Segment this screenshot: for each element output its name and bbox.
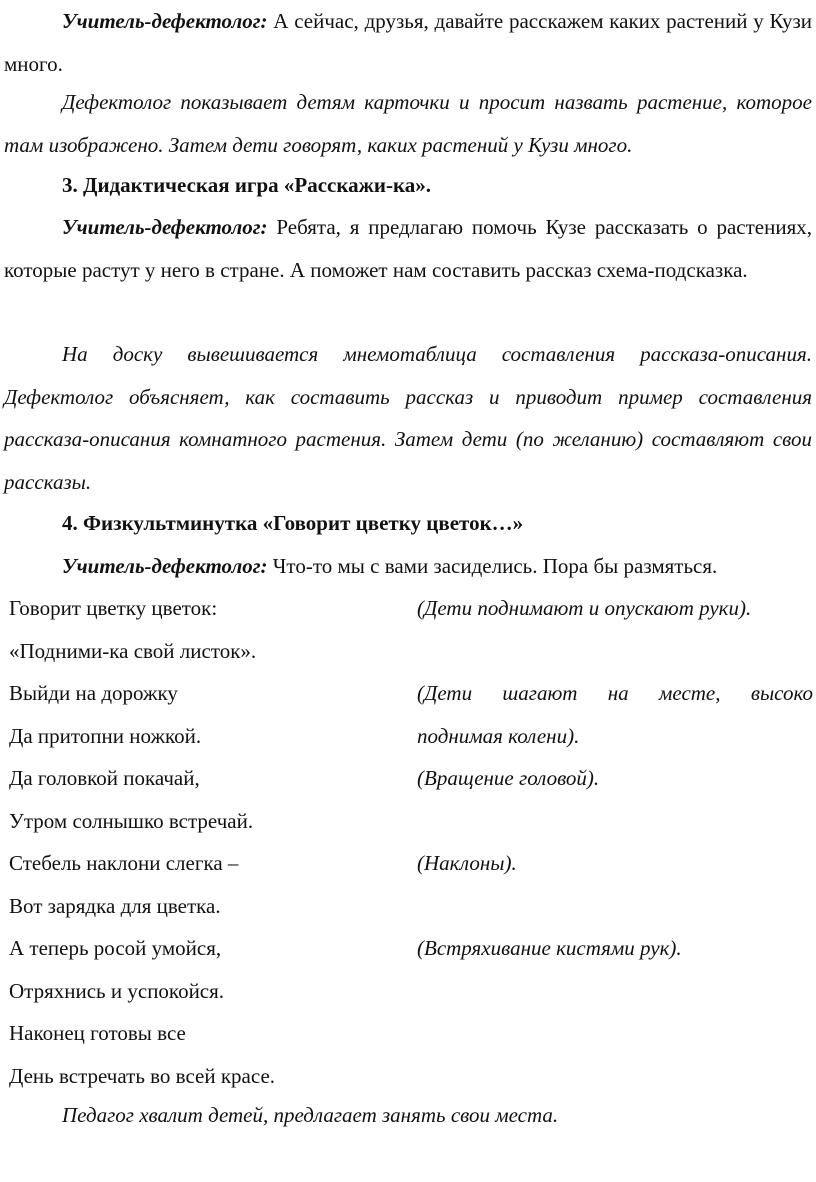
speaker-label: Учитель-дефектолог: — [62, 9, 268, 33]
poem-line — [9, 715, 813, 758]
poem-line — [9, 630, 813, 673]
poem-line — [9, 1012, 813, 1055]
stage-direction: (Вращение головой). — [417, 766, 600, 790]
verse-text: Наконец готовы все — [9, 1021, 186, 1045]
poem-line — [9, 587, 813, 630]
section-heading-4: 4. Физкультминутка «Говорит цветку цветок…» — [62, 511, 524, 535]
paragraph-closing: Педагог хвалит детей, предлагает занять свои места. — [62, 1103, 559, 1127]
verse-text: День встречать во всей красе. — [9, 1063, 276, 1088]
poem-line — [9, 757, 813, 800]
paragraph-text: Что-то мы с вами засиделись. Пора бы размяться. — [267, 554, 718, 578]
poem-line — [9, 1055, 813, 1098]
verse-text: Вот зарядка для цветка. — [9, 893, 221, 918]
paragraph-intro — [4, 0, 812, 85]
verse-text: Говорит цветку цветок: — [9, 596, 218, 620]
poem-line — [9, 927, 813, 970]
section-heading-3: 3. Дидактическая игра «Расскажи-ка». — [62, 173, 431, 197]
paragraph-text: На доску вывешивается мнемотаблица составления рассказа-описания. Дефектолог объясняет, как составить рассказ и приводит пример составления рассказа-описания комнатного растения. Затем дети (по желанию) составляют свои рассказы. — [4, 342, 812, 494]
poem-line — [9, 800, 813, 843]
paragraph-cards-instruction — [4, 81, 812, 166]
speaker-label: Учитель-дефектолог: — [62, 554, 268, 578]
paragraph-mnemotable — [4, 333, 812, 503]
stage-direction: (Дети поднимают и опускают руки). — [417, 596, 752, 620]
poem-line — [9, 842, 813, 885]
paragraph-text: А сейчас, друзья, давайте расскажем каких растений у Кузи много. — [4, 9, 812, 76]
verse-text: Отряхнись и успокойся. — [9, 978, 225, 1003]
paragraph-warmup-intro — [4, 545, 812, 588]
poem-line — [9, 672, 813, 715]
verse-text: Да притопни ножкой. — [9, 723, 202, 748]
stage-direction: поднимая колени). — [417, 723, 580, 748]
stage-direction: (Дети шагают на месте, высоко — [417, 681, 813, 705]
paragraph-text: Дефектолог показывает детям карточки и просит назвать растение, которое там изображено. Затем дети говорят, каких растений у Кузи много. — [4, 90, 812, 157]
paragraph-text: Ребята, я предлагаю помочь Кузе рассказать о растениях, которые растут у него в стране. А поможет нам составить рассказ схема-подсказка. — [4, 215, 812, 282]
stage-direction: (Встряхивание кистями рук). — [417, 936, 682, 960]
verse-text: Выйди на дорожку — [9, 681, 178, 705]
stage-direction: (Наклоны). — [417, 851, 517, 875]
poem-line — [9, 970, 813, 1013]
verse-text: Стебель наклони слегка – — [9, 851, 239, 875]
speaker-label: Учитель-дефектолог: — [62, 215, 268, 239]
paragraph-story-task — [4, 206, 812, 291]
verse-text: «Подними-ка свой листок». — [9, 638, 257, 663]
verse-text: Утром солнышко встречай. — [9, 808, 254, 833]
verse-text: Да головкой покачай, — [9, 766, 200, 790]
verse-text: А теперь росой умойся, — [9, 936, 222, 960]
poem-line — [9, 885, 813, 928]
